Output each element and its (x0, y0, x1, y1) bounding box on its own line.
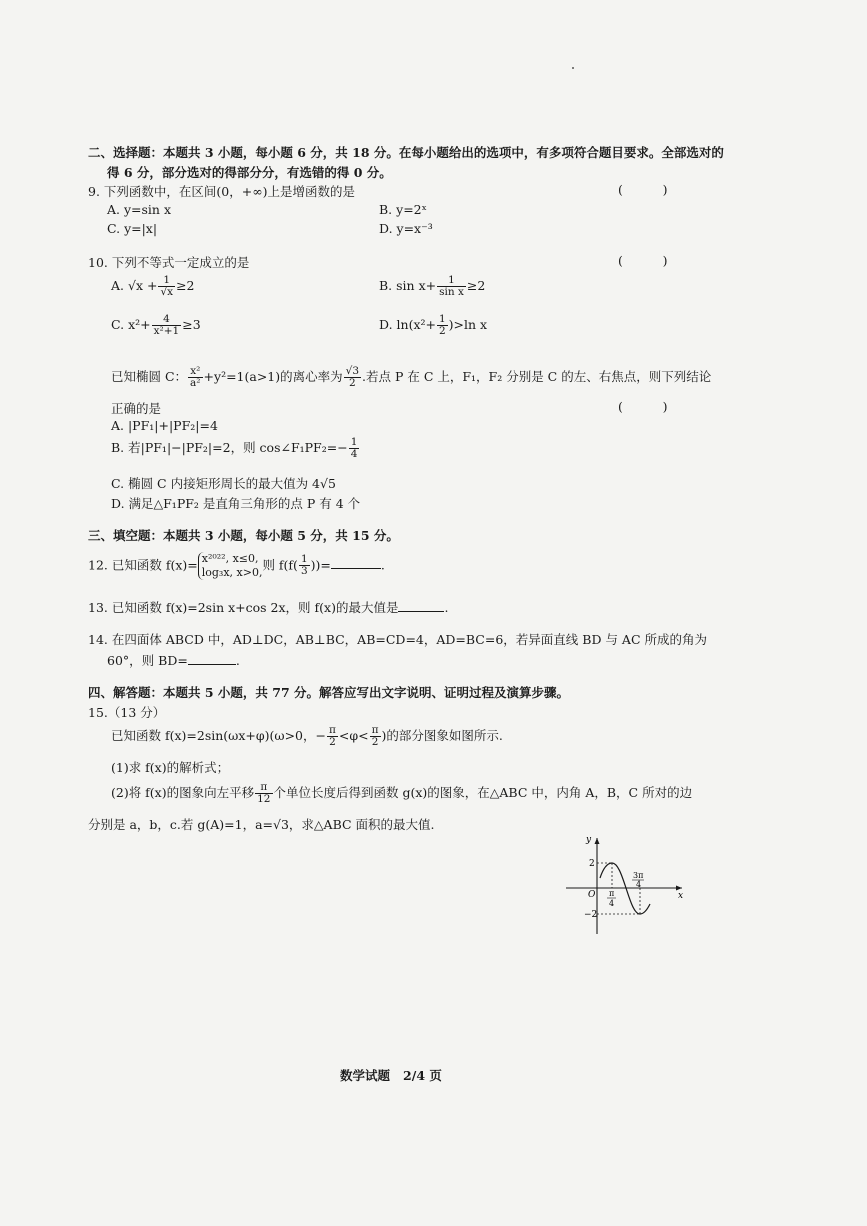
q14-line2: 60°，则 BD= . (107, 653, 240, 668)
q10-option-a (111, 275, 195, 298)
q13-text: 13. 已知函数 f(x)=2sin x+cos 2x，则 f(x)的最大值是 (88, 600, 399, 615)
y-max-label: 2 (589, 859, 595, 869)
x-axis-label: x (678, 891, 684, 901)
q15-n1: π (328, 724, 336, 736)
q11-stem-pre: 已知椭圆 C： (111, 369, 188, 385)
section2-heading: 二、选择题：本题共 3 小题，每小题 6 分，共 18 分。在每小题给出的选项中，有多项符合题目要求。全部选对的 (88, 145, 724, 160)
q15-part2-line2: 分别是 a，b，c.若 g(A)=1，a=√3，求△ABC 面积的最大值. (88, 817, 435, 832)
q10-d-post: )>ln x (448, 317, 488, 333)
q15-n2: π (371, 724, 379, 736)
q12-piecewise (198, 552, 263, 580)
q11-b-den: 4 (350, 448, 358, 461)
q10-b-post: ≥2 (466, 278, 486, 294)
q15-part2-den: 12 (257, 793, 271, 806)
q11-stem-den: a² (190, 377, 201, 390)
q13-answer-blank[interactable] (398, 600, 444, 612)
q12-case1: x²⁰²², x≤0, (201, 552, 259, 565)
q15-stem-post: )的部分图象如图所示. (381, 728, 503, 744)
y-min-label: −2 (584, 910, 598, 920)
q12-line: 12. 已知函数 f(x)= x²⁰²², x≤0, log₃x, x>0, 则 f(f( $\frac{1}{3}$ ))= . (88, 552, 385, 579)
q13-line: 13. 已知函数 f(x)=2sin x+cos 2x，则 f(x)的最大值是 . (88, 600, 449, 615)
x-axis-arrow-icon (676, 886, 682, 891)
q11-stem-num2: √3 (345, 365, 360, 377)
q10-c-post: ≥3 (182, 317, 201, 333)
q11-stem-mid: +y²=1(a>1)的离心率为 (203, 369, 343, 385)
sine-graph (560, 830, 690, 940)
q12-pre: 12. 已知函数 f(x)= (88, 557, 198, 573)
q14-answer-blank[interactable] (188, 653, 236, 665)
q9-option-d: D. y=x⁻³ (379, 221, 433, 236)
q10-d-pre: D. ln(x²+ (379, 317, 436, 333)
q10-b-num: 1 (437, 275, 466, 287)
q12-den: 3 (300, 565, 308, 578)
q9-option-b: B. y=2ˣ (379, 202, 427, 217)
q14-line1: 14. 在四面体 ABCD 中，AD⊥DC，AB⊥BC，AB=CD=4，AD=BC=6，若异面直线 BD 与 AC 所成的角为 (88, 632, 707, 647)
q12-mid: 则 f(f( (262, 557, 298, 573)
q12-post: ))= (310, 557, 331, 573)
q14-text: 60°，则 BD= (107, 653, 188, 668)
q10-b-den: sin x (439, 286, 464, 299)
q9-stem: 9. 下列函数中，在区间(0，+∞)上是增函数的是 (88, 184, 355, 199)
q10-c-pre: C. x²+ (111, 317, 151, 333)
q9-answer-paren: ( ) (618, 182, 668, 197)
q10-option-d (379, 314, 487, 337)
q11-stem-post: .若点 P 在 C 上，F₁，F₂ 分别是 C 的左、右焦点，则下列结论 (362, 369, 712, 385)
q11-b-pre: B. 若|PF₁|−|PF₂|=2，则 cos∠F₁PF₂=− (111, 440, 348, 456)
section3-heading: 三、填空题：本题共 3 小题，每小题 5 分，共 15 分。 (88, 528, 399, 543)
x-tick1-num: π (609, 889, 615, 898)
y-axis-label: y (586, 835, 592, 845)
y-axis-arrow-icon (595, 838, 600, 844)
q11-option-a: A. |PF₁|+|PF₂|=4 (111, 418, 218, 433)
scan-speck (572, 67, 574, 69)
q11-b-num: 1 (350, 436, 358, 448)
q15-part2-pre: (2)将 f(x)的图象向左平移 (111, 785, 255, 801)
q15-part2-num: π (255, 782, 272, 794)
x-tick2-num: 3π (633, 871, 644, 880)
q10-option-c (111, 314, 201, 337)
q12-case2: log₃x, x>0, (201, 565, 263, 579)
q10-c-num: 4 (152, 314, 182, 326)
q15-part2 (111, 782, 692, 805)
q9-option-a: A. y=sin x (107, 202, 171, 217)
q10-option-b (379, 275, 485, 298)
q10-b-pre: B. sin x+ (379, 278, 437, 294)
q15-label: 15.（13 分） (88, 705, 166, 720)
q10-d-den: 2 (438, 325, 446, 338)
q9-option-c: C. y=|x| (107, 221, 158, 236)
q10-stem: 10. 下列不等式一定成立的是 (88, 255, 250, 270)
q10-a-den: √x (160, 286, 174, 299)
q15-stem (111, 725, 503, 748)
q11-stem-num: x² (188, 366, 202, 378)
q10-d-num: 1 (438, 313, 446, 325)
q10-c-den: x²+1 (153, 325, 180, 338)
q10-a-num: 1 (158, 275, 175, 287)
q12-answer-blank[interactable] (331, 557, 381, 569)
q11-option-b (111, 437, 360, 460)
q11-stem-den2: 2 (348, 377, 356, 390)
section2-heading-cont: 得 6 分，部分选对的得部分分，有选错的得 0 分。 (107, 165, 392, 180)
q11-stem (111, 366, 711, 389)
origin-label: O (588, 890, 596, 900)
q15-d2: 2 (371, 736, 379, 749)
q15-stem-pre: 已知函数 f(x)=2sin(ωx+φ)(ω>0，− (111, 728, 326, 744)
q11-stem-line2: 正确的是 (111, 401, 162, 416)
page-footer: 数学试题 2/4 页 (340, 1068, 442, 1083)
x-tick2-den: 4 (636, 880, 642, 889)
q11-option-c: C. 椭圆 C 内接矩形周长的最大值为 4√5 (111, 476, 336, 491)
q11-option-d: D. 满足△F₁PF₂ 是直角三角形的点 P 有 4 个 (111, 496, 361, 511)
q15-d1: 2 (329, 736, 336, 749)
x-tick1-den: 4 (609, 899, 615, 908)
section4-heading: 四、解答题：本题共 5 小题，共 77 分。解答应写出文字说明、证明过程及演算步骤。 (88, 685, 570, 700)
q10-a-pre: A. √x + (111, 278, 158, 294)
q15-part2-post: 个单位长度后得到函数 g(x)的图象，在△ABC 中，内角 A，B，C 所对的边 (273, 785, 693, 801)
q10-answer-paren: ( ) (618, 253, 668, 268)
q10-a-post: ≥2 (176, 278, 195, 294)
q11-answer-paren: ( ) (618, 399, 668, 414)
q15-stem-mid: <φ< (338, 728, 369, 744)
q15-part1: (1)求 f(x)的解析式； (111, 760, 230, 775)
q12-num: 1 (300, 553, 308, 566)
